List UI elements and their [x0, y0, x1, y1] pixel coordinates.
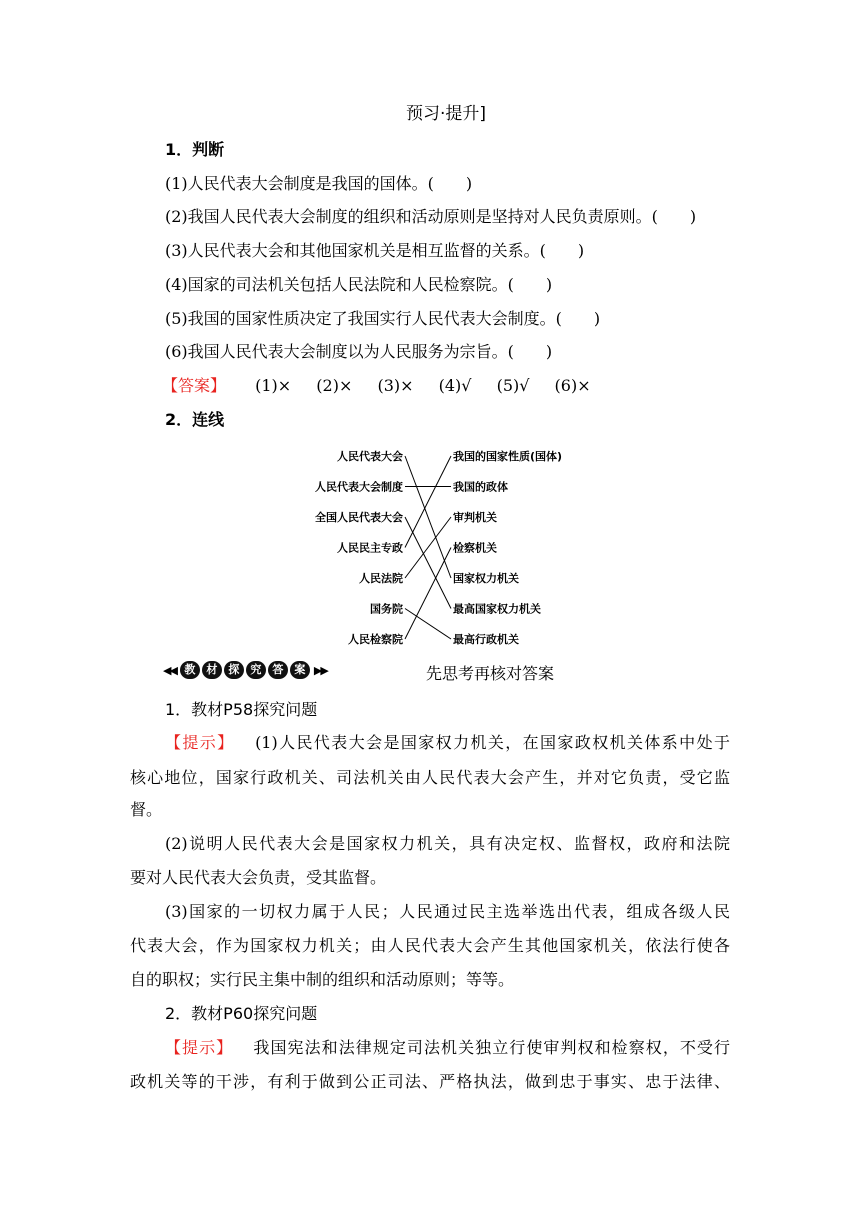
left-item: 人民检察院	[348, 633, 403, 646]
banner-text: 先思考再核对答案	[426, 664, 555, 683]
answer-6: (6)×	[554, 376, 591, 395]
match-line	[405, 456, 451, 548]
right-item: 最高国家权力机关	[453, 602, 541, 616]
answer-label: 【答案】	[162, 376, 227, 395]
right-item: 我国的政体	[453, 480, 508, 494]
q1-tip-label: 【提示】	[165, 733, 235, 752]
answer-row	[162, 376, 591, 396]
banner-char: 究	[246, 661, 266, 679]
banner-char: 材	[202, 661, 222, 679]
judge-item-5: (5)我国的国家性质决定了我国实行人民代表大会制度。( )	[165, 309, 601, 328]
answer-2: (2)×	[316, 376, 353, 395]
banner-right-arrows: ▶▶	[313, 663, 327, 677]
right-item: 国家权力机关	[453, 572, 519, 585]
q2-tip-label: 【提示】	[165, 1038, 234, 1057]
banner-left-arrows: ◀◀	[163, 663, 176, 677]
match-line	[405, 548, 451, 640]
left-item: 全国人民代表大会	[315, 511, 403, 524]
q2-line1	[165, 1038, 730, 1058]
q1-p3-line1: (3)国家的一切权力属于人民；人民通过民主选举选出代表，组成各级人民	[165, 902, 730, 921]
section2-heading: 2．连线	[165, 410, 225, 429]
q1-p1-text1: (1)人民代表大会是国家权力机关，在国家政权机关体系中处于	[255, 733, 730, 752]
banner-chars	[179, 661, 311, 679]
matching-diagram	[300, 442, 600, 648]
judge-item-6: (6)我国人民代表大会制度以为人民服务为宗旨。( )	[165, 342, 553, 361]
answer-4: (4)√	[438, 376, 472, 395]
q2-text1: 我国宪法和法律规定司法机关独立行使审判权和检察权，不受行	[253, 1038, 730, 1057]
judge-item-2: (2)我国人民代表大会制度的组织和活动原则是坚持对人民负责原则。( )	[165, 207, 697, 226]
right-column	[453, 449, 562, 646]
right-item: 审判机关	[453, 511, 497, 524]
q1-p2-line2: 要对人民代表大会负责，受其监督。	[130, 868, 387, 887]
left-item: 国务院	[370, 602, 403, 616]
q1-p1-line1	[165, 733, 730, 753]
q1-p2-line1: (2)说明人民代表大会是国家权力机关，具有决定权、监督权，政府和法院	[165, 834, 730, 853]
right-item: 检察机关	[453, 541, 497, 555]
match-line	[405, 517, 451, 578]
q1-p1-line2: 核心地位，国家行政机关、司法机关由人民代表大会产生，并对它负责，受它监	[130, 768, 730, 787]
left-item: 人民民主专政	[337, 541, 403, 555]
answer-3: (3)×	[377, 376, 414, 395]
right-item: 最高行政机关	[453, 633, 519, 646]
judge-item-4: (4)国家的司法机关包括人民法院和人民检察院。( )	[165, 275, 553, 294]
left-item: 人民代表大会制度	[315, 480, 403, 494]
q2-heading: 2．教材P60探究问题	[165, 1004, 318, 1023]
match-lines	[405, 456, 451, 639]
section1-heading: 1．判断	[165, 140, 225, 159]
left-item: 人民代表大会	[337, 450, 403, 463]
match-line	[405, 517, 451, 609]
q2-line2: 政机关等的干涉，有利于做到公正司法、严格执法，做到忠于事实、忠于法律、	[130, 1072, 730, 1091]
match-line	[405, 456, 451, 578]
answer-5: (5)√	[496, 376, 530, 395]
banner-char: 探	[224, 661, 244, 679]
left-column	[315, 449, 403, 646]
left-item: 人民法院	[359, 572, 403, 585]
answer-1: (1)×	[255, 376, 292, 395]
match-line	[405, 609, 451, 640]
banner-char: 答	[268, 661, 288, 679]
right-item: 我国的国家性质(国体)	[453, 450, 563, 463]
judge-item-1: (1)人民代表大会制度是我国的国体。( )	[165, 174, 473, 193]
section-title: 预习·提升]	[406, 104, 487, 124]
q1-heading: 1．教材P58探究问题	[165, 700, 318, 719]
q1-p1-line3: 督。	[130, 800, 163, 819]
banner-tag	[163, 660, 327, 680]
banner-char: 教	[180, 661, 200, 679]
q1-p3-line3: 自的职权；实行民主集中制的组织和活动原则；等等。	[130, 970, 515, 989]
q1-p3-line2: 代表大会，作为国家权力机关；由人民代表大会产生其他国家机关，依法行使各	[130, 936, 730, 955]
banner-char: 案	[290, 661, 310, 679]
judge-item-3: (3)人民代表大会和其他国家机关是相互监督的关系。( )	[165, 241, 585, 260]
